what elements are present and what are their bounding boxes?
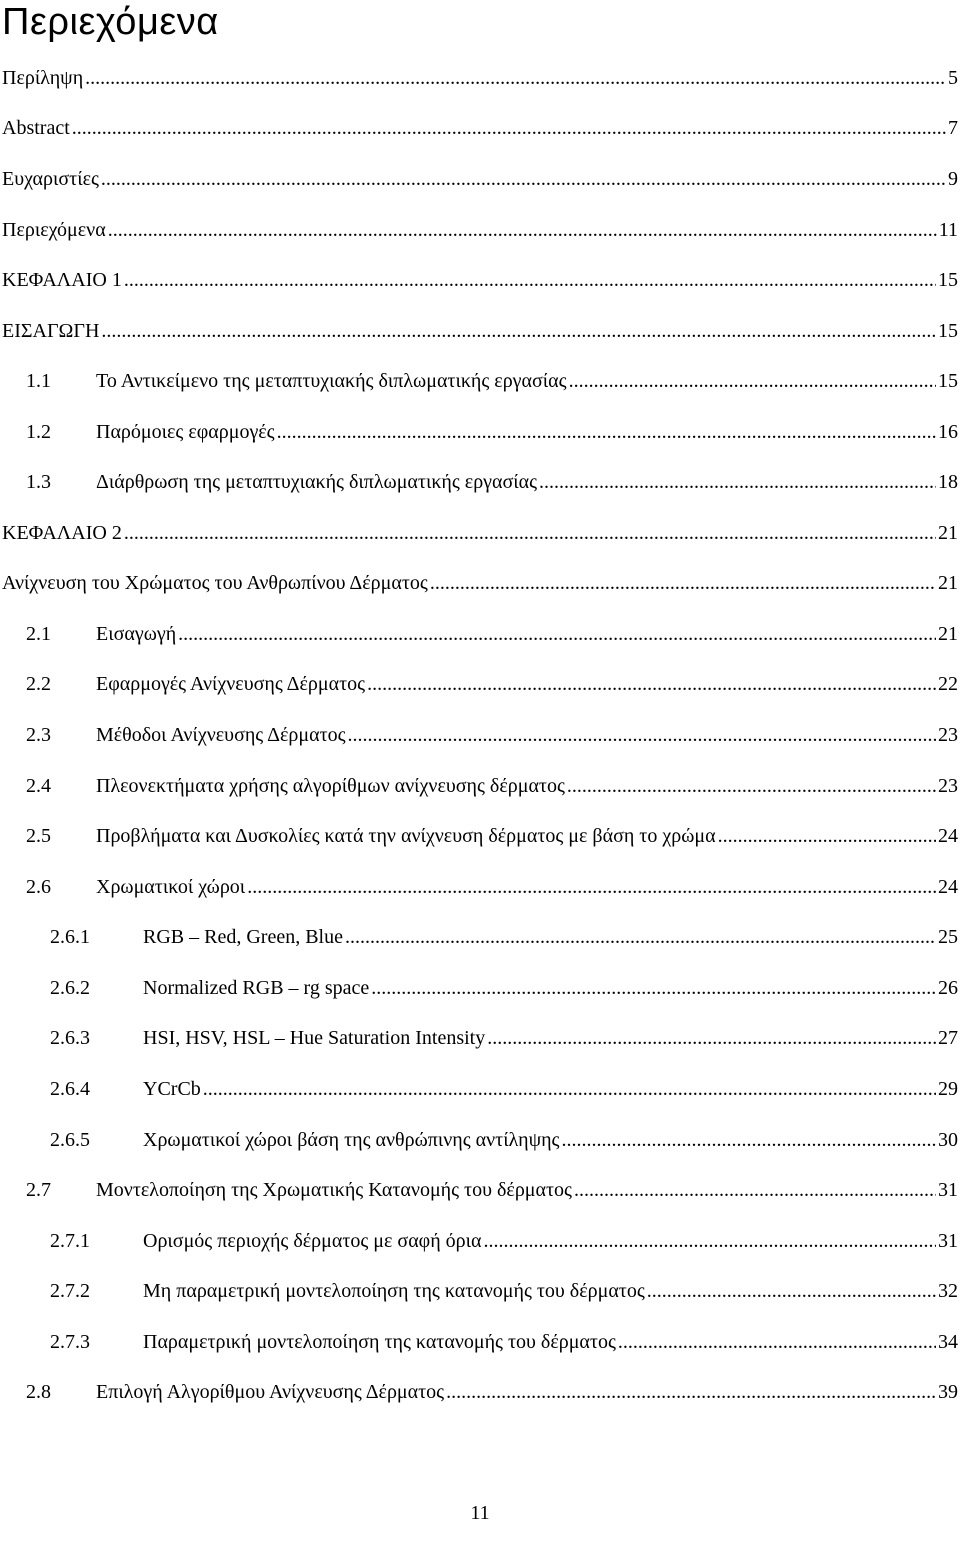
dot-leader	[718, 824, 936, 848]
toc-entry-page: 18	[938, 471, 958, 493]
toc-entry-title: Πλεονεκτήματα χρήσης αλγορίθμων ανίχνευσης δέρματος	[96, 775, 565, 797]
toc-entry-number: 2.7.2	[50, 1280, 90, 1302]
toc-entry[interactable]	[26, 715, 958, 747]
toc-entry-number: 2.6.2	[50, 977, 90, 999]
toc-entry[interactable]	[50, 1271, 958, 1303]
toc-entry[interactable]	[26, 766, 958, 798]
dot-leader	[567, 774, 936, 798]
dot-leader	[108, 218, 937, 242]
dot-leader	[569, 369, 936, 393]
dot-leader	[574, 1178, 936, 1202]
toc-entry[interactable]	[26, 867, 958, 899]
dot-leader	[124, 521, 936, 545]
toc-entry-title: HSI, HSV, HSL – Hue Saturation Intensity	[143, 1027, 486, 1049]
toc-entry-number: 2.5	[26, 825, 51, 847]
dot-leader	[371, 976, 936, 1000]
toc-entry-page: 7	[948, 117, 958, 139]
toc-entry-title: Ευχαριστίες	[2, 168, 99, 190]
toc-entry[interactable]	[50, 968, 958, 1000]
toc-entry-number: 2.6.5	[50, 1129, 90, 1151]
toc-entry-title: ΕΙΣΑΓΩΓΗ	[2, 320, 100, 342]
toc-entry[interactable]	[26, 412, 958, 444]
toc-entry-page: 24	[938, 876, 958, 898]
toc-entry-page: 31	[938, 1179, 958, 1201]
toc-entry[interactable]	[2, 311, 958, 343]
toc-entry[interactable]	[50, 1069, 958, 1101]
toc-entry-page: 15	[938, 320, 958, 342]
dot-leader	[430, 571, 936, 595]
toc-entry[interactable]	[2, 513, 958, 545]
dot-leader	[345, 925, 936, 949]
toc-entry[interactable]	[50, 1120, 958, 1152]
dot-leader	[101, 167, 946, 191]
toc-entry-title: Μέθοδοι Ανίχνευσης Δέρματος	[96, 724, 346, 746]
toc-entry-number: 2.7.1	[50, 1230, 90, 1252]
toc-entry-page: 30	[938, 1129, 958, 1151]
dot-leader	[487, 1026, 936, 1050]
toc-entry-page: 23	[938, 724, 958, 746]
toc-entry[interactable]	[26, 462, 958, 494]
toc-entry-page: 31	[938, 1230, 958, 1252]
toc-entry[interactable]	[50, 1221, 958, 1253]
toc-entry-page: 39	[938, 1381, 958, 1403]
toc-entry-title: Χρωματικοί χώροι βάση της ανθρώπινης αντίληψης	[143, 1129, 560, 1151]
toc-entry-page: 27	[938, 1027, 958, 1049]
toc-entry-title: Χρωματικοί χώροι	[96, 876, 246, 898]
toc-entry[interactable]	[26, 1170, 958, 1202]
dot-leader	[277, 420, 936, 444]
toc-entry-page: 21	[938, 522, 958, 544]
toc-entry-number: 2.3	[26, 724, 51, 746]
dot-leader	[203, 1077, 936, 1101]
toc-entry-title: Προβλήματα και Δυσκολίες κατά την ανίχνευση δέρματος με βάση το χρώμα	[96, 825, 716, 847]
dot-leader	[647, 1279, 936, 1303]
toc-entry[interactable]	[50, 1018, 958, 1050]
page-number: 11	[470, 1502, 490, 1524]
toc-entry-number: 1.3	[26, 471, 51, 493]
toc-entry-title: ΚΕΦΑΛΑΙΟ 2	[2, 522, 122, 544]
toc-entry[interactable]	[26, 361, 958, 393]
toc-entry-number: 2.4	[26, 775, 51, 797]
toc-entry-number: 1.1	[26, 370, 51, 392]
toc-entry-page: 21	[938, 572, 958, 594]
toc-entry[interactable]	[26, 664, 958, 696]
toc-entry-page: 29	[938, 1078, 958, 1100]
toc-entry-title: Μοντελοποίηση της Χρωματικής Κατανομής του δέρματος	[96, 1179, 572, 1201]
dot-leader	[247, 875, 936, 899]
toc-entry-page: 34	[938, 1331, 958, 1353]
toc-entry-number: 1.2	[26, 421, 51, 443]
toc-entry-title: RGB – Red, Green, Blue	[143, 926, 343, 948]
dot-leader	[101, 319, 936, 343]
toc-entry-page: 16	[938, 421, 958, 443]
dot-leader	[124, 268, 936, 292]
dot-leader	[539, 470, 936, 494]
toc-entry-number: 2.8	[26, 1381, 51, 1403]
toc-entry-title: Επιλογή Αλγορίθμου Ανίχνευσης Δέρματος	[96, 1381, 445, 1403]
dot-leader	[484, 1229, 936, 1253]
toc-entry[interactable]	[2, 260, 958, 292]
toc-entry-title: Μη παραμετρική μοντελοποίηση της κατανομής του δέρματος	[143, 1280, 645, 1302]
toc-entry-page: 26	[938, 977, 958, 999]
toc-entry-title: Το Αντικείμενο της μεταπτυχιακής διπλωματικής εργασίας	[96, 370, 567, 392]
toc-entry-page: 9	[948, 168, 958, 190]
toc-entry-title: Παραμετρική μοντελοποίηση της κατανομής του δέρματος	[143, 1331, 616, 1353]
toc-entry-page: 21	[938, 623, 958, 645]
toc-entry[interactable]	[50, 917, 958, 949]
toc-entry-number: 2.1	[26, 623, 51, 645]
toc-entry-title: Περιεχόμενα	[2, 219, 106, 241]
dot-leader	[367, 672, 936, 696]
toc-entry-title: Διάρθρωση της μεταπτυχιακής διπλωματικής εργασίας	[96, 471, 538, 493]
dot-leader	[348, 723, 936, 747]
toc-entry-page: 23	[938, 775, 958, 797]
toc-entry-title: Παρόμοιες εφαρμογές	[96, 421, 275, 443]
toc-entry-page: 32	[938, 1280, 958, 1302]
toc-entry[interactable]	[50, 1322, 958, 1354]
toc-entry-page: 25	[938, 926, 958, 948]
toc-entry-number: 2.6.3	[50, 1027, 90, 1049]
toc-entry[interactable]	[26, 816, 958, 848]
toc-entry[interactable]	[2, 563, 958, 595]
toc-entry[interactable]	[26, 1372, 958, 1404]
toc-entry-title: Normalized RGB – rg space	[143, 977, 370, 999]
toc-entry[interactable]	[26, 614, 958, 646]
toc-entry-page: 22	[938, 673, 958, 695]
toc-entry[interactable]	[2, 108, 958, 140]
toc-entry[interactable]	[2, 58, 958, 90]
toc-entry-title: Ανίχνευση του Χρώματος του Ανθρωπίνου Δέρματος	[2, 572, 428, 594]
toc-entry-page: 5	[948, 67, 958, 89]
toc-entry-number: 2.2	[26, 673, 51, 695]
toc-entry-page: 11	[938, 219, 958, 241]
toc-entry-title: YCrCb	[143, 1078, 201, 1100]
page-title: Περιεχόμενα	[2, 1, 219, 43]
toc-entry[interactable]	[2, 210, 958, 242]
dot-leader	[618, 1330, 936, 1354]
toc-entry[interactable]	[2, 159, 958, 191]
toc-entry-title: Ορισμός περιοχής δέρματος με σαφή όρια	[143, 1230, 482, 1252]
dot-leader	[85, 66, 946, 90]
toc-entry-number: 2.6.4	[50, 1078, 90, 1100]
dot-leader	[561, 1128, 936, 1152]
toc-entry-title: ΚΕΦΑΛΑΙΟ 1	[2, 269, 122, 291]
toc-entry-title: Abstract	[2, 117, 70, 139]
toc-entry-page: 24	[938, 825, 958, 847]
dot-leader	[72, 116, 946, 140]
toc-entry-title: Περίληψη	[2, 67, 84, 89]
toc-entry-title: Εφαρμογές Ανίχνευσης Δέρματος	[96, 673, 366, 695]
toc-entry-page: 15	[938, 370, 958, 392]
dot-leader	[446, 1380, 936, 1404]
toc-entry-number: 2.7.3	[50, 1331, 90, 1353]
toc-entry-page: 15	[938, 269, 958, 291]
dot-leader	[178, 622, 936, 646]
toc-entry-number: 2.6	[26, 876, 51, 898]
toc-entry-title: Εισαγωγή	[96, 623, 177, 645]
toc-entry-number: 2.7	[26, 1179, 51, 1201]
toc-entry-number: 2.6.1	[50, 926, 90, 948]
